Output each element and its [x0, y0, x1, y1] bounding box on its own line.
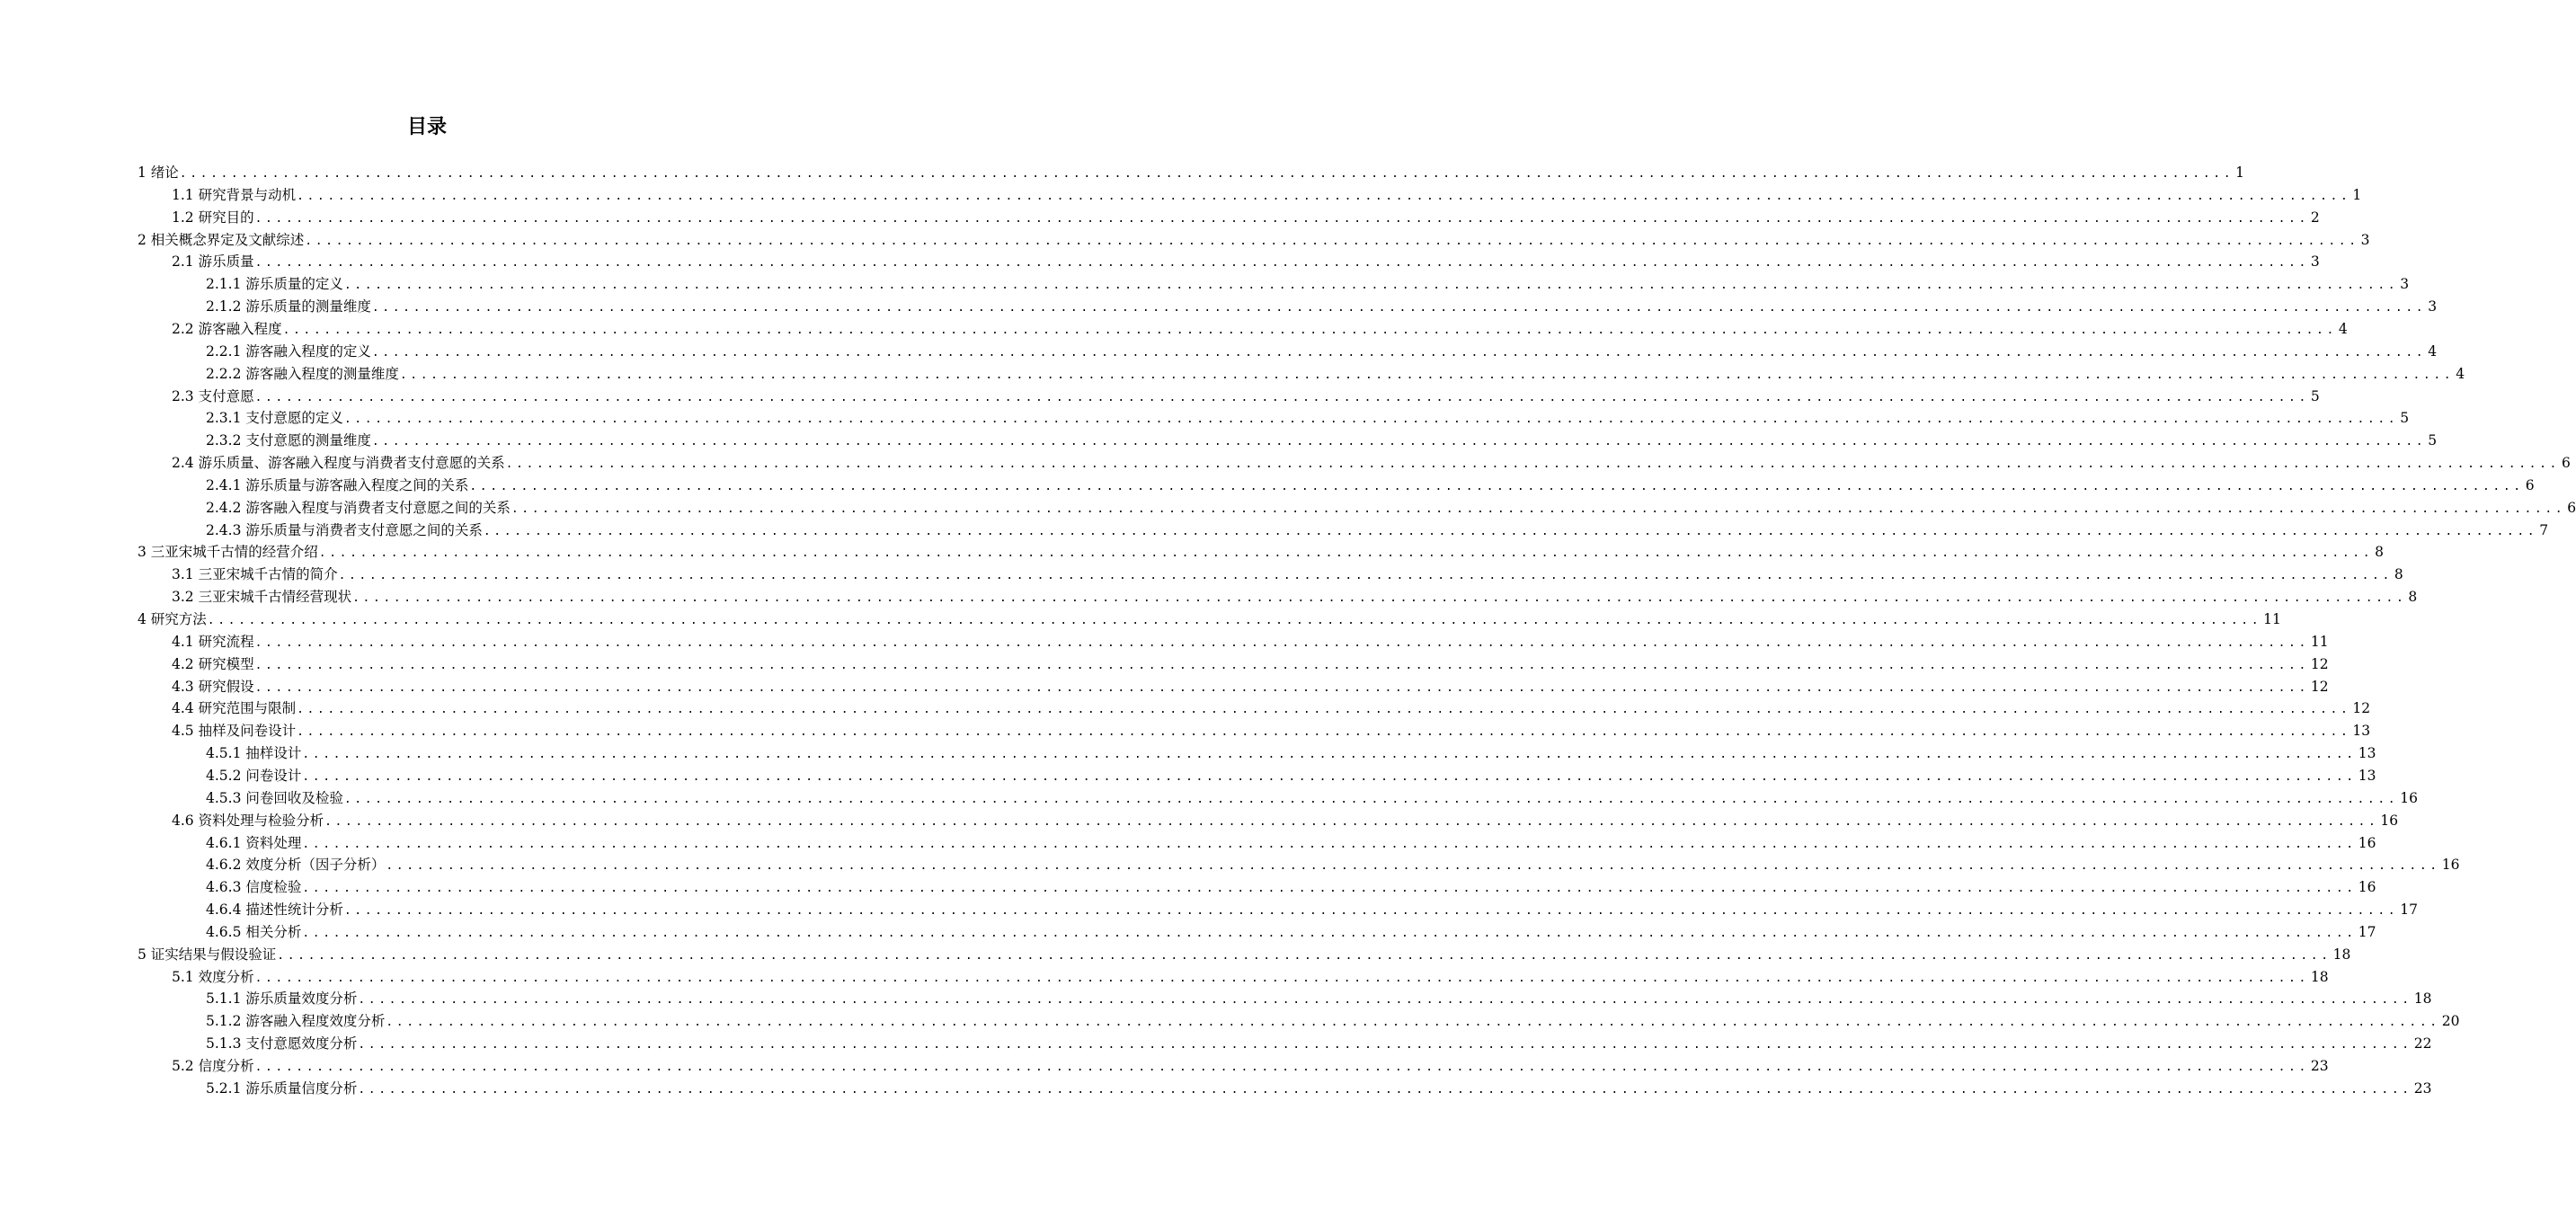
toc-entry-label: 2.2 游客融入程度	[172, 320, 282, 337]
toc-entry-label: 2.1 游乐质量	[172, 253, 254, 271]
toc-leader-dots: ........................................................................................................................................................................................................	[483, 524, 2538, 538]
toc-entry-label: 4.5.3 问卷回收及检验	[206, 789, 343, 806]
toc-entry[interactable]	[206, 1033, 2432, 1055]
toc-entry-page-number: 13	[2358, 745, 2376, 762]
toc-entry[interactable]	[138, 162, 2245, 184]
toc-entry[interactable]	[172, 251, 2320, 273]
toc-entry[interactable]	[138, 541, 2385, 564]
toc-entry[interactable]	[206, 430, 2438, 452]
toc-entry[interactable]	[206, 787, 2418, 810]
toc-entry[interactable]	[172, 207, 2320, 229]
toc-entry-page-number: 16	[2441, 857, 2460, 874]
toc-entry-label: 3 三亚宋城千古情的经营介绍	[138, 544, 318, 561]
toc-leader-dots: ........................................................................................................................................................................................................	[297, 703, 2351, 717]
toc-entry-label: 1 绪论	[138, 164, 179, 181]
toc-entry-page-number: 20	[2441, 1013, 2460, 1030]
toc-entry-label: 4.5.2 问卷设计	[206, 767, 302, 784]
toc-entry-page-number: 5	[2428, 432, 2438, 449]
toc-entry[interactable]	[206, 407, 2410, 430]
toc-entry-page-number: 6	[2567, 499, 2576, 516]
toc-entry-page-number: 3	[2310, 253, 2320, 271]
toc-entry-page-number: 2	[2310, 209, 2320, 226]
toc-entry-label: 1.2 研究目的	[172, 209, 254, 226]
toc-entry-label: 4.1 研究流程	[172, 633, 254, 650]
toc-entry[interactable]	[206, 832, 2376, 855]
toc-leader-dots: ........................................................................................................................................................................................................	[254, 256, 2309, 271]
toc-entry-page-number: 7	[2539, 521, 2549, 538]
toc-leader-dots: ........................................................................................................................................................................................................	[358, 1038, 2412, 1053]
toc-leader-dots: ........................................................................................................................................................................................................	[338, 569, 2393, 583]
toc-entry[interactable]	[206, 341, 2438, 363]
toc-leader-dots: ........................................................................................................................................................................................................	[343, 279, 2399, 293]
toc-entry-page-number: 13	[2352, 723, 2371, 740]
toc-leader-dots: ........................................................................................................................................................................................................	[254, 390, 2309, 404]
toc-leader-dots: ........................................................................................................................................................................................................	[343, 904, 2399, 919]
toc-entry[interactable]	[172, 318, 2348, 341]
toc-entry-page-number: 3	[2400, 276, 2410, 293]
toc-leader-dots: ........................................................................................................................................................................................................	[297, 189, 2351, 203]
toc-leader-dots: ........................................................................................................................................................................................................	[343, 792, 2399, 806]
toc-entry-page-number: 5	[2400, 410, 2410, 427]
toc-entry-label: 5.2.1 游乐质量信度分析	[206, 1079, 358, 1097]
toc-entry[interactable]	[138, 944, 2351, 966]
toc-entry-page-number: 12	[2310, 678, 2329, 695]
toc-entry-label: 3.1 三亚宋城千古情的简介	[172, 566, 338, 583]
toc-leader-dots: ........................................................................................................................................................................................................	[207, 614, 2262, 627]
toc-leader-dots: ........................................................................................................................................................................................................	[318, 546, 2374, 561]
toc-leader-dots: ........................................................................................................................................................................................................	[505, 457, 2560, 472]
toc-entry-label: 5.1.3 支付意愿效度分析	[206, 1035, 358, 1053]
toc-entry-page-number: 12	[2352, 700, 2371, 717]
toc-leader-dots: ........................................................................................................................................................................................................	[399, 368, 2455, 382]
toc-entry-label: 2.3.1 支付意愿的定义	[206, 410, 343, 427]
toc-entry-page-number: 4	[2338, 320, 2348, 337]
toc-leader-dots: ........................................................................................................................................................................................................	[254, 1061, 2309, 1074]
toc-entry[interactable]	[206, 899, 2418, 921]
toc-entry[interactable]	[206, 921, 2376, 944]
toc-entry-page-number: 16	[2358, 879, 2376, 896]
toc-entry-page-number: 13	[2358, 767, 2376, 784]
toc-entry-page-number: 1	[2352, 186, 2362, 203]
toc-entry-label: 1.1 研究背景与动机	[172, 186, 297, 203]
toc-leader-dots: ........................................................................................................................................................................................................	[277, 948, 2332, 963]
toc-entry[interactable]	[172, 810, 2399, 832]
toc-entry[interactable]	[172, 676, 2329, 698]
toc-entry-label: 4.4 研究范围与限制	[172, 700, 297, 717]
toc-entry-label: 2.1.1 游乐质量的定义	[206, 276, 343, 293]
toc-entry-page-number: 22	[2413, 1035, 2432, 1053]
toc-leader-dots: ........................................................................................................................................................................................................	[324, 814, 2379, 829]
toc-entry-page-number: 18	[2332, 946, 2351, 963]
toc-entry-page-number: 12	[2310, 655, 2329, 672]
toc-leader-dots: ........................................................................................................................................................................................................	[358, 993, 2412, 1008]
toc-entry-label: 5.1 效度分析	[172, 968, 254, 985]
toc-entry-label: 5.1.2 游客融入程度效度分析	[206, 1013, 386, 1030]
toc-entry-label: 2.4.1 游乐质量与游客融入程度之间的关系	[206, 476, 469, 493]
toc-leader-dots: ........................................................................................................................................................................................................	[282, 323, 2337, 337]
toc-entry-page-number: 4	[2456, 365, 2465, 382]
toc-leader-dots: ........................................................................................................................................................................................................	[302, 769, 2357, 784]
toc-leader-dots: ........................................................................................................................................................................................................	[358, 1082, 2412, 1097]
toc-leader-dots: ........................................................................................................................................................................................................	[254, 971, 2309, 985]
toc-entry-label: 4.2 研究模型	[172, 655, 254, 672]
toc-entry-page-number: 4	[2428, 342, 2438, 360]
toc-entry-label: 4.6 资料处理与检验分析	[172, 812, 324, 829]
toc-entry-page-number: 23	[2413, 1079, 2432, 1097]
toc-leader-dots: ........................................................................................................................................................................................................	[302, 882, 2357, 896]
toc-entry-page-number: 16	[2380, 812, 2399, 829]
toc-entry[interactable]	[172, 452, 2571, 475]
toc-entry[interactable]	[172, 653, 2329, 676]
toc-entry-page-number: 11	[2263, 611, 2281, 627]
toc-entry-page-number: 16	[2358, 834, 2376, 851]
toc-leader-dots: ........................................................................................................................................................................................................	[371, 345, 2427, 360]
toc-entry-label: 4.6.5 相关分析	[206, 923, 302, 940]
toc-leader-dots: ........................................................................................................................................................................................................	[371, 435, 2427, 449]
toc-entry-page-number: 17	[2400, 902, 2418, 919]
toc-entry[interactable]	[172, 966, 2329, 989]
toc-entry-page-number: 1	[2235, 164, 2245, 181]
toc-entry-label: 4 研究方法	[138, 611, 207, 627]
toc-entry[interactable]	[138, 229, 2370, 252]
toc-entry-label: 2.4 游乐质量、游客融入程度与消费者支付意愿的关系	[172, 455, 505, 472]
toc-entry-page-number: 16	[2400, 789, 2418, 806]
toc-entry-label: 4.6.1 资料处理	[206, 834, 302, 851]
toc-entry[interactable]	[172, 1055, 2329, 1078]
toc-entry-page-number: 3	[2360, 231, 2370, 248]
toc-leader-dots: ........................................................................................................................................................................................................	[511, 502, 2566, 516]
toc-entry-page-number: 8	[2394, 566, 2403, 583]
toc-entry-page-number: 6	[2561, 455, 2571, 472]
toc-entry-label: 2.3.2 支付意愿的测量维度	[206, 432, 371, 449]
toc-entry[interactable]	[138, 608, 2281, 631]
toc-entry-label: 5.2 信度分析	[172, 1058, 254, 1074]
toc-entry-label: 4.6.4 描述性统计分析	[206, 902, 343, 919]
toc-entry[interactable]	[206, 497, 2576, 520]
toc-leader-dots: ........................................................................................................................................................................................................	[179, 167, 2234, 181]
toc-entry[interactable]	[172, 720, 2371, 742]
toc-entry-label: 2 相关概念界定及文献综述	[138, 231, 305, 248]
toc-entry[interactable]	[206, 765, 2376, 787]
toc-entry-label: 2.3 支付意愿	[172, 387, 254, 404]
toc-entry-page-number: 5	[2310, 387, 2320, 404]
toc-entry-label: 4.6.3 信度检验	[206, 879, 302, 896]
toc-entry-label: 4.3 研究假设	[172, 678, 254, 695]
toc-entry-label: 4.6.2 效度分析（因子分析）	[206, 857, 386, 874]
toc-entry[interactable]	[172, 184, 2362, 207]
toc-entry[interactable]	[172, 631, 2329, 653]
toc-entry[interactable]	[206, 742, 2376, 765]
toc-leader-dots: ........................................................................................................................................................................................................	[352, 591, 2407, 606]
toc-leader-dots: ........................................................................................................................................................................................................	[386, 1016, 2440, 1030]
toc-entry[interactable]	[206, 273, 2410, 296]
toc-leader-dots: ........................................................................................................................................................................................................	[297, 725, 2351, 740]
toc-leader-dots: ........................................................................................................................................................................................................	[254, 658, 2309, 672]
page-title: 目录	[406, 116, 447, 138]
toc-entry[interactable]	[206, 475, 2535, 497]
toc-entry[interactable]	[206, 854, 2460, 876]
toc-leader-dots: ........................................................................................................................................................................................................	[371, 301, 2427, 315]
toc-entry-page-number: 18	[2413, 990, 2432, 1008]
toc-entry-label: 2.4.2 游客融入程度与消费者支付意愿之间的关系	[206, 499, 511, 516]
toc-entry-label: 4.5.1 抽样设计	[206, 745, 302, 762]
toc-entry[interactable]	[206, 363, 2465, 386]
toc-entry[interactable]	[172, 386, 2320, 408]
toc-entry-page-number: 11	[2310, 633, 2329, 650]
toc-entry[interactable]	[206, 296, 2438, 318]
toc-entry-page-number: 18	[2310, 968, 2329, 985]
toc-entry-page-number: 6	[2525, 476, 2535, 493]
toc-leader-dots: ........................................................................................................................................................................................................	[302, 926, 2357, 940]
toc-leader-dots: ........................................................................................................................................................................................................	[305, 234, 2359, 248]
toc-leader-dots: ........................................................................................................................................................................................................	[386, 859, 2440, 874]
toc-entry-page-number: 17	[2358, 923, 2376, 940]
toc-entry[interactable]	[172, 586, 2418, 608]
toc-entry-label: 4.5 抽样及问卷设计	[172, 723, 297, 740]
toc-entry[interactable]	[206, 988, 2432, 1010]
toc-leader-dots: ........................................................................................................................................................................................................	[302, 748, 2357, 762]
toc-entry[interactable]	[206, 1010, 2460, 1033]
toc-entry-page-number: 8	[2408, 589, 2418, 606]
toc-entry-label: 2.2.1 游客融入程度的定义	[206, 342, 371, 360]
toc-entry-label: 3.2 三亚宋城千古情经营现状	[172, 589, 352, 606]
toc-leader-dots: ........................................................................................................................................................................................................	[254, 211, 2309, 226]
toc-entry-label: 5 证实结果与假设验证	[138, 946, 277, 963]
toc-leader-dots: ........................................................................................................................................................................................................	[254, 680, 2309, 695]
toc-entry-label: 2.2.2 游客融入程度的测量维度	[206, 365, 399, 382]
toc-entry[interactable]	[206, 876, 2376, 899]
toc-leader-dots: ........................................................................................................................................................................................................	[343, 413, 2399, 427]
toc-entry[interactable]	[172, 697, 2371, 720]
toc-entry[interactable]	[206, 520, 2549, 542]
toc-entry-page-number: 3	[2428, 298, 2438, 315]
toc-leader-dots: ........................................................................................................................................................................................................	[469, 479, 2524, 493]
toc-entry[interactable]	[206, 1078, 2432, 1100]
toc-entry-label: 5.1.1 游乐质量效度分析	[206, 990, 358, 1008]
toc-entry-page-number: 8	[2375, 544, 2385, 561]
toc-entry[interactable]	[172, 564, 2403, 586]
toc-entry-label: 2.1.2 游乐质量的测量维度	[206, 298, 371, 315]
toc-leader-dots: ........................................................................................................................................................................................................	[254, 635, 2309, 650]
toc-leader-dots: ........................................................................................................................................................................................................	[302, 837, 2357, 851]
toc-entry-label: 2.4.3 游乐质量与消费者支付意愿之间的关系	[206, 521, 483, 538]
toc-entry-page-number: 23	[2310, 1058, 2329, 1074]
